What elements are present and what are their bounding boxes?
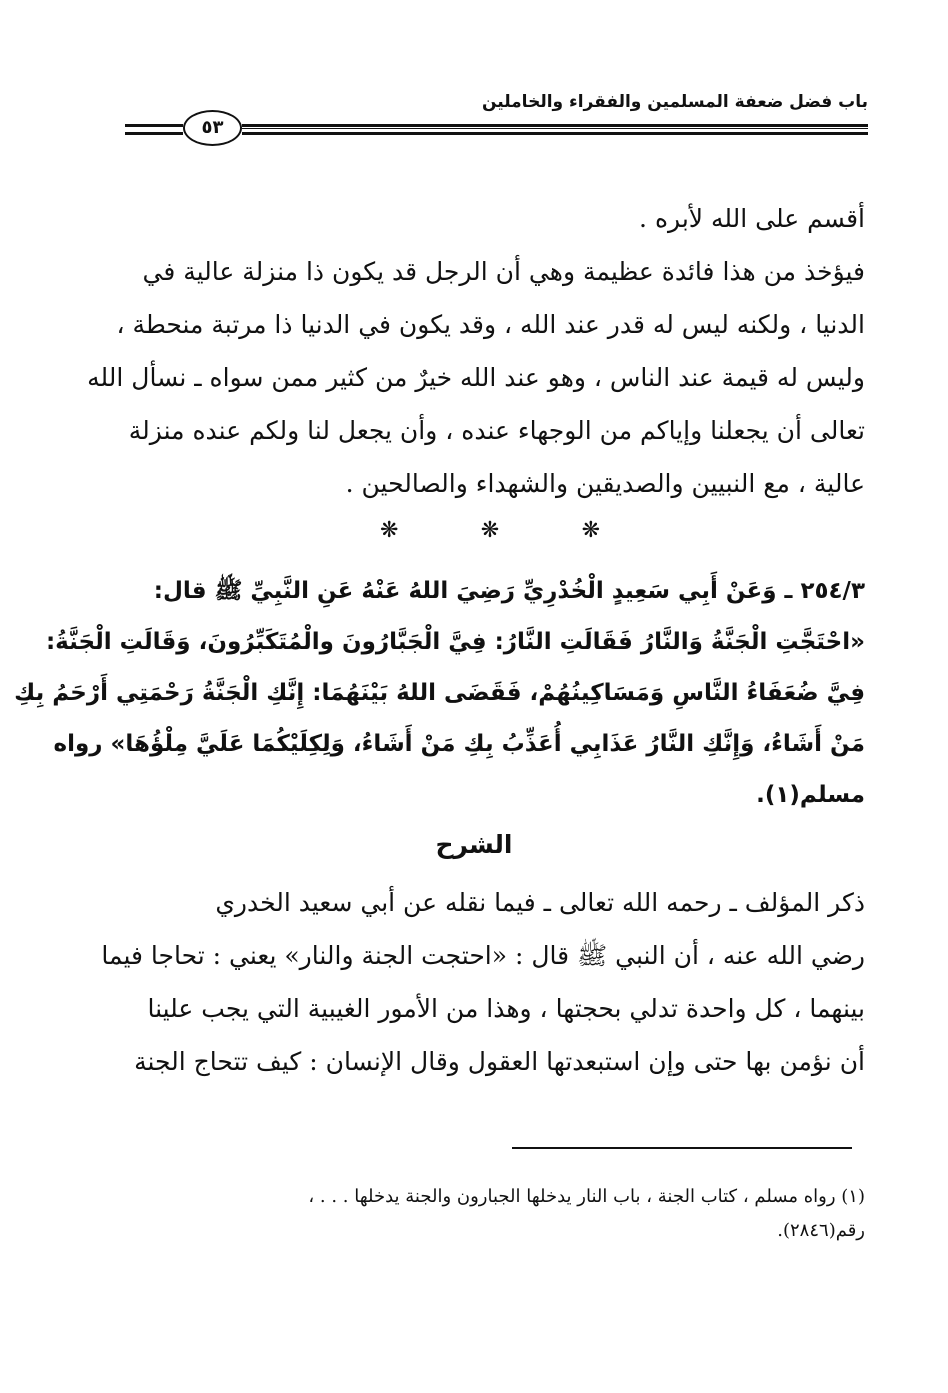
- hadith-text: [14, 566, 865, 821]
- intro-paragraph: [87, 192, 865, 510]
- intro-line: عالية ، مع النبيين والصديقين والشهداء والصالحين .: [345, 469, 865, 498]
- section-separator: [380, 518, 600, 543]
- intro-line: فيؤخذ من هذا فائدة عظيمة وهي أن الرجل قد يكون ذا منزلة عالية في: [142, 257, 865, 286]
- hadith-line: مسلم(١).: [756, 782, 865, 808]
- intro-line: الدنيا ، ولكنه ليس له قدر عند الله ، وقد يكون في الدنيا ذا مرتبة منحطة ،: [116, 310, 865, 339]
- footnote: [125, 1180, 865, 1248]
- intro-line: وليس له قيمة عند الناس ، وهو عند الله خيرٌ من كثير ممن سواه ـ نسأل الله: [87, 363, 865, 392]
- page-number: ٥٣: [183, 110, 242, 146]
- footnote-line: (١) رواه مسلم ، كتاب الجنة ، باب النار يدخلها الجبارون والجنة يدخلها . . . ،: [308, 1186, 865, 1207]
- star-ornament-icon: ❋: [480, 518, 500, 543]
- star-ornament-icon: ❋: [380, 518, 399, 543]
- commentary-heading: الشرح: [435, 830, 513, 859]
- hadith-line: مَنْ أَشَاءُ، وَإِنَّكِ النَّارُ عَذَابِي أُعَذِّبُ بِكِ مَنْ أَشَاءُ، وَلِكِلَيْكُمَا عَلَيَّ مِلْؤُهَا» رواه: [53, 731, 865, 757]
- commentary-line: بينهما ، كل واحدة تدلي بحجتها ، وهذا من الأمور الغيبية التي يجب علينا: [147, 994, 865, 1023]
- hadith-line: فِيَّ ضُعَفَاءُ النَّاسِ وَمَسَاكِينُهُمْ، فَقَضَى اللهُ بَيْنَهُمَا: إِنَّكِ الْجَنَّةُ رَحْمَتِي أَرْحَمُ بِكِ: [14, 680, 865, 706]
- intro-line: تعالى أن يجعلنا وإياكم من الوجهاء عنده ، وأن يجعل لنا ولكم عنده منزلة: [128, 416, 865, 445]
- hadith-line: «احْتَجَّتِ الْجَنَّةُ وَالنَّارُ فَقَالَتِ النَّارُ: فِيَّ الْجَبَّارُونَ والْمُتَكَبِّرُونَ، وَقَالَتِ الْجَنَّةُ:: [45, 629, 865, 655]
- commentary-line: رضي الله عنه ، أن النبي ﷺ قال : «احتجت الجنة والنار» يعني : تحاجا فيما: [101, 941, 865, 970]
- intro-line: أقسم على الله لأبره .: [639, 204, 865, 233]
- commentary-line: ذكر المؤلف ـ رحمه الله تعالى ـ فيما نقله عن أبي سعيد الخدري: [215, 888, 865, 917]
- header-rule-right: [242, 124, 868, 135]
- commentary-paragraph: [101, 876, 865, 1088]
- running-title: باب فضل ضعفة المسلمين والفقراء والخاملين: [481, 92, 868, 112]
- commentary-line: أن نؤمن بها حتى وإن استبعدتها العقول وقال الإنسان : كيف تتحاج الجنة: [134, 1047, 865, 1076]
- hadith-line: ٢٥٤/٣ ـ وَعَنْ أَبِي سَعِيدٍ الْخُدْرِيِّ رَضِيَ اللهُ عَنْهُ عَنِ النَّبِيِّ ﷺ قال:: [153, 578, 865, 604]
- footnote-divider: [512, 1147, 852, 1149]
- footnote-line: رقم(٢٨٤٦).: [777, 1220, 865, 1241]
- star-ornament-icon: ❋: [581, 518, 600, 543]
- header-rule-left: [125, 124, 183, 135]
